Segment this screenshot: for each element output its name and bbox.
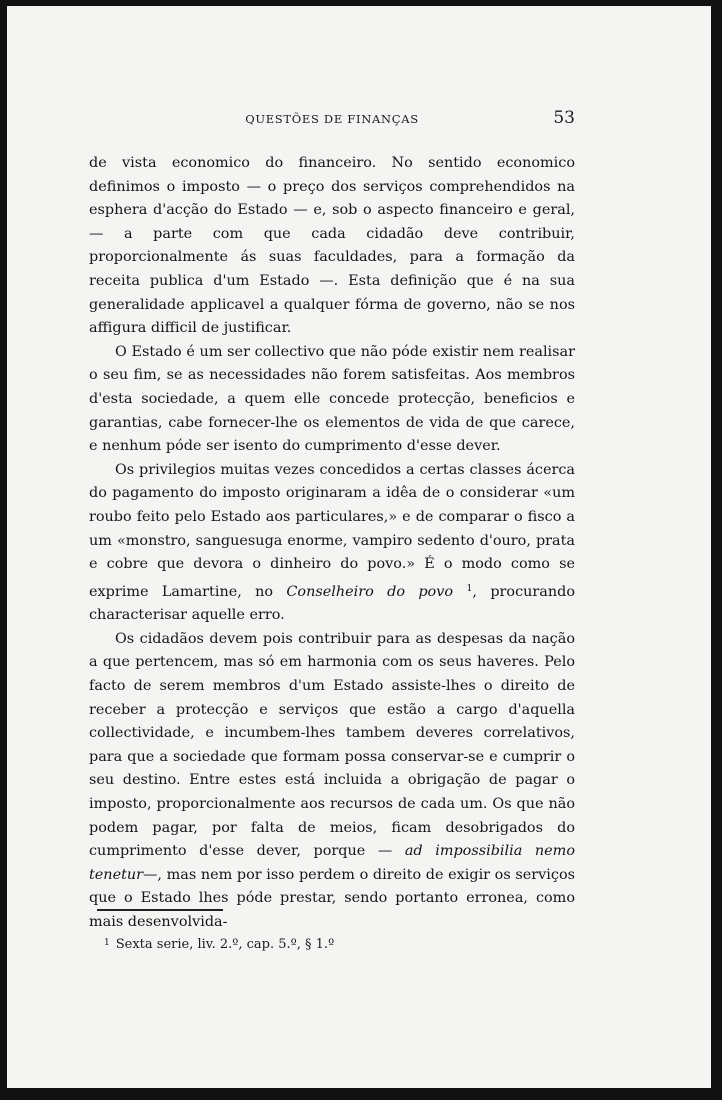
paragraph-2: O Estado é um ser collectivo que não póde existir nem realisar o seu fim, se as necessidades não forem satisfeitas. Aos membros d'esta sociedade, a quem elle concede protecção, beneficios e garantias, cabe fornecer-lhe os elementos de vida de que carece, e nenhum póde ser isento do cumprimento d'esse dever.	[89, 343, 575, 455]
page-header	[89, 110, 575, 130]
footnote-marker: 1	[104, 938, 110, 948]
paragraph-3-text-b: , procurando characterisar aquelle erro.	[89, 583, 575, 624]
body-text	[89, 152, 575, 935]
latin-maxim: ad impossibilia nemo tenetur	[89, 843, 575, 883]
footnote	[104, 937, 334, 952]
paragraph-4-text-a: Os cidadãos devem pois contribuir para as despesas da nação a que pertencem, mas só em harmonia com os seus haveres. Pelo facto de serem membros d'um Estado assiste-lhes o direito de receber a protecção e serviços que estão a cargo d'aquella collectividade, e incumbem-lhes tambem deveres correlativos, para que a sociedade que formam possa conservar-se e cumprir o seu destino. Entre estes está incluida a obrigação de pagar o imposto, proporcionalmente aos recursos de cada um. Os que não podem pagar, por falta de meios, ficam desobrigados do cumprimento d'esse dever, porque —	[89, 630, 575, 860]
paragraph-3-text-a: Os privilegios muitas vezes concedidos a certas classes ácerca do pagamento do imposto originaram a idêa de o considerar «um roubo feito pelo Estado aos particulares,» e de comparar o fisco a um «monstro, sanguesuga enorme, vampiro sedento d'ouro, prata e cobre que devora o dinheiro do povo.» É o modo como se exprime Lamartine, no	[89, 461, 575, 600]
book-title-conselheiro: Conselheiro do povo	[286, 583, 454, 600]
footnote-text: Sexta serie, liv. 2.º, cap. 5.º, § 1.º	[115, 937, 335, 952]
footnote-reference: 1	[466, 582, 473, 594]
page-number: 53	[553, 108, 575, 128]
paragraph-3	[89, 459, 575, 628]
paragraph-1: de vista economico do financeiro. No sentido economico definimos o imposto — o preço dos serviços comprehendidos na esphera d'acção do Estado — e, sob o aspecto financeiro e geral, — a parte com que cada cidadão deve contribuir, proporcionalmente ás suas faculdades, para a formação da receita publica d'um Estado —. Esta definição que é na sua generalidade applicavel a qualquer fórma de governo, não se nos affigura difficil de justificar.	[89, 155, 575, 337]
running-head: QUESTÕES DE FINANÇAS	[245, 112, 419, 126]
book-page	[7, 6, 711, 1088]
paragraph-4	[89, 628, 575, 935]
footnote-rule	[97, 909, 223, 911]
paragraph-4-text-b: —, mas nem por isso perdem o direito de exigir os serviços que o Estado lhes póde prestar, sendo portanto erronea, como mais desenvolvida-	[89, 866, 575, 930]
